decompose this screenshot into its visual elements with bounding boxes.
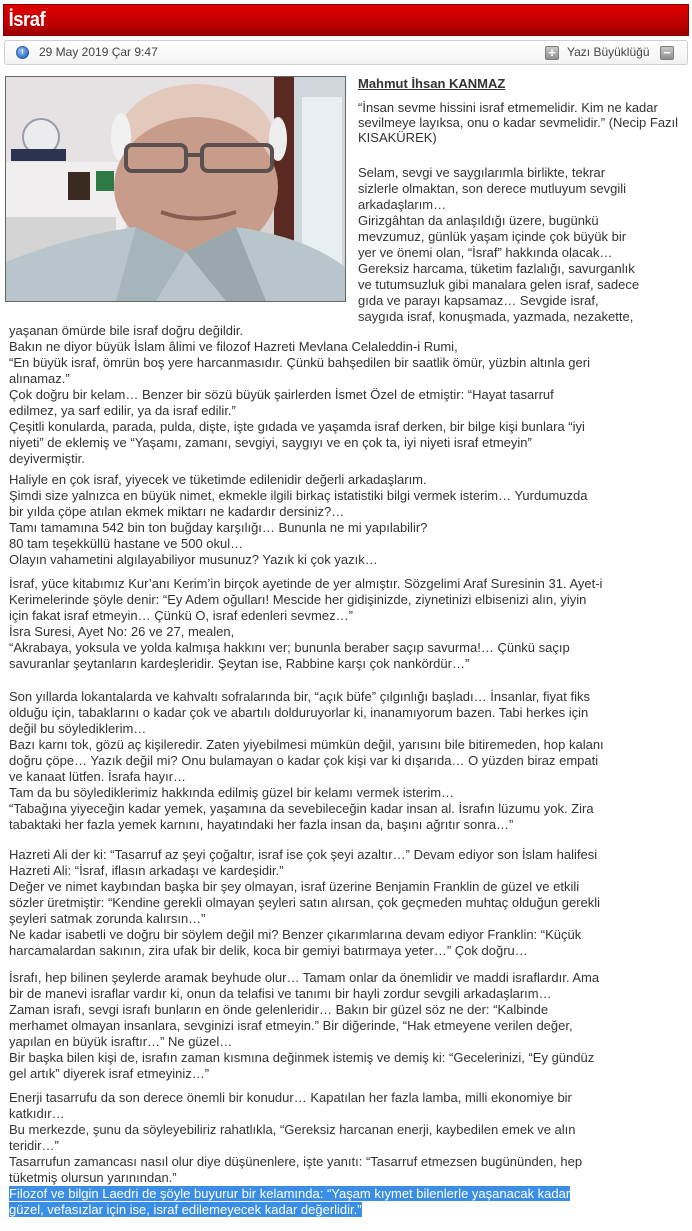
text-line: Bakın ne diyor büyük İslam âlimi ve filozof Hazreti Mevlana Celaleddin-i Rumi, xyxy=(9,339,458,354)
text-line: sözler üretmiştir: “Kendine gerekli olmayan şeyleri satın alırsan, çok geçmeden muhtaç olduğun gerekli xyxy=(9,895,601,910)
text-line: Olayın vahametini algılayabiliyor musunuz? Yazık ki çok yazık… xyxy=(9,552,378,567)
text-line: yaşanan ömürde bile israf doğru değildir. xyxy=(9,323,244,338)
text-line: Son yıllarda lokantalarda ve kahvaltı sofralarında bir, “açık büfe” çılgınlığı başladı… İnsanlar, fiyat fiks xyxy=(9,689,590,704)
text-line: İsrafı, hep bilinen şeylerde aramak beyhude olur… Tamam onlar da önemlidir ve maddi israflardır. Ama xyxy=(9,970,600,985)
text-line: savuranlar şeytanların kardeşleridir. Şeytan ise, Rabbine karşı çok nankördür…” xyxy=(9,656,470,671)
text-line: için fakat israf etmeyin… Çünkü O, israf edenleri sevmez…” xyxy=(9,608,353,623)
text-line: saygıda israf, konuşmada, yazmada, nezakette, xyxy=(358,309,634,324)
text-line: Enerji tasarrufu da son derece önemli bir konudur… Kapatılan her fazla lamba, milli ekonomiye bir xyxy=(9,1090,572,1105)
text-line: Hazreti Ali der ki: “Tasarruf az şeyi çoğaltır, israf ise çok şeyi azaltır…” Devam ediyor son İslam halifesi xyxy=(9,847,598,862)
text-line: Şimdi size yalnızca en büyük nimet, ekmekle ilgili birkaç istatistiki bilgi vermek isterim… Yurdumuzda xyxy=(9,488,588,503)
text-line: sizlerle olmaktan, son derece mutluyum sevgili xyxy=(358,181,627,196)
selected-text: güzel, vefasızlar için ise, israf edilemeyecek kadar değerlidir.” xyxy=(9,1202,362,1217)
text-line: Tam da bu söylediklerimiz hakkında edilmiş güzel bir kelamı vermek isterim… xyxy=(9,785,455,800)
text-line: gel artık” diyerek israf etmeyiniz…” xyxy=(9,1066,210,1081)
text-line: Çok doğru bir kelam… Benzer bir sözü büyük şairlerden İsmet Özel de etmiştir: “Hayat tasarruf xyxy=(9,387,554,402)
text-line: merhamet olmayan insanlara, sevginizi israf etmeyin.” Bir diğerinde, “Hak etmeyene verilen değer, xyxy=(9,1018,573,1033)
text-line: doğru çöpe… Yazık değil mi? Onu bulamayan o kadar çok kişi var ki dışarıda… O yüzden biraz empati xyxy=(9,753,599,768)
text-line: Bazı karnı tok, gözü aç kişileredir. Zaten yiyebilmesi mümkün değil, yarısını bile bitiremeden, hop kalanı xyxy=(9,737,604,752)
increase-font-size-button[interactable] xyxy=(545,46,559,60)
publish-date: 29 May 2019 Çar 9:47 xyxy=(39,45,158,59)
text-line: Değer ve nimet kaybından başka bir şey olmayan, israf üzerine Benjamin Franklin de güzel ve etkili xyxy=(9,879,580,894)
author-portrait-image xyxy=(6,77,345,301)
text-line: İsraf, yüce kitabımız Kur’anı Kerim’in birçok ayetinde de yer almıştır. Sözgelimi Araf Suresinin 31. Ayet-i xyxy=(9,576,603,591)
text-line: alınamaz.” xyxy=(9,371,70,386)
selected-text: Filozof ve bilgin Laedri de şöyle buyurur bir kelamında: “Yaşam kıymet bilenlerle yaşanacak kadar xyxy=(9,1186,571,1201)
text-line: “Akrabaya, yoksula ve yolda kalmışa hakkını ver; bununla beraber saçıp savurma!… Çünkü saçıp xyxy=(9,640,570,655)
text-line: tüketmiş olursun yarınından.” xyxy=(9,1170,177,1185)
text-line: olduğu için, tabaklarını o kadar çok ve abartılı dolduruyorlar ki, inanamıyorum bazen. Tabi herkes için xyxy=(9,705,589,720)
text-line: Hazreti Ali: “İsraf, iflasın arkadaşı ve kardeşidir.” xyxy=(9,863,284,878)
plus-icon: + xyxy=(548,45,556,60)
text-line: Gereksiz harcama, tüketim fazlalığı, savurganlık xyxy=(358,261,635,276)
text-line: “En büyük israf, ömrün boş yere harcanmasıdır. Çünkü bahşedilen bir saatlik ömür, yüzbin altınla geri xyxy=(9,355,590,370)
text-line xyxy=(9,1202,362,1217)
text-line: yer ve önemi olan, “İsraf” hakkında olacak… xyxy=(358,245,613,260)
decrease-font-size-button[interactable] xyxy=(660,46,674,60)
font-size-label: Yazı Büyüklüğü xyxy=(567,45,650,59)
page-title: İsraf xyxy=(8,9,46,31)
text-line: katkıdır… xyxy=(9,1106,65,1121)
text-line: deyivermiştir. xyxy=(9,451,85,466)
text-line: niyeti” de eklemiş ve “Yaşamı, zamanı, sevgiyi, saygıyı ve en çok ta, iyi niyeti israf etmeyin” xyxy=(9,435,532,450)
title-bar xyxy=(3,4,689,36)
text-line: bir de manevi israflar vardır ki, onun da telafisi ve tanımı bir hayli zordur sevgili arkadaşlarım… xyxy=(9,986,552,1001)
text-line: yapılan en büyük israftır…” Ne güzel… xyxy=(9,1034,233,1049)
text-line: mevzumuz, günlük yaşam içinde çok büyük bir xyxy=(358,229,627,244)
text-line: Tasarrufun zamancası nasıl olur diye düşünenlere, işte yanıtı: “Tasarruf etmezsen bugününden, hep xyxy=(9,1154,583,1169)
text-line: ve tutumsuzluk gibi manalara gelen israf, sadece xyxy=(358,277,640,292)
text-line: Bir başka bilen kişi de, israfın zaman kısmına değinmek istemiş ve demiş ki: “Gecelerinizi, “Ey gündüz xyxy=(9,1050,595,1065)
text-line: teridir…” xyxy=(9,1138,59,1153)
text-line: Haliyle en çok israf, yiyecek ve tüketimde edilenidir değerli arkadaşlarım. xyxy=(9,472,427,487)
text-line: Zaman israfı, sevgi israfı bunların en önde gelenleridir… Bakın bir güzel söz ne der: “Kalbinde xyxy=(9,1002,549,1017)
text-line: “Tabağına yiyeceğin kadar yemek, yaşamına da sevebileceğin kadar insan al. İsrafın lüzumu yok. Zira xyxy=(9,801,594,816)
text-line: arkadaşlarım… xyxy=(358,197,447,212)
text-line: tabaktaki her fazla yemek karnını, hayatındaki her fazla insan da, başını ağrıtır sonra…” xyxy=(9,817,514,832)
author-name[interactable]: Mahmut İhsan KANMAZ xyxy=(358,76,506,91)
text-line: Kerimelerinde şöyle denir: “Ey Adem oğulları! Mescide her gidişinizde, ziynetinizi elbisenizi alın, yiyin xyxy=(9,592,587,607)
text-line: şeyleri satmak zorunda kalırsın…” xyxy=(9,911,206,926)
text-line: bir yılda çöpe atılan ekmek miktarı ne kadardır dersiniz?… xyxy=(9,504,345,519)
text-line: gıda ve parayı kapsamaz… Sevgide israf, xyxy=(358,293,599,308)
text-line xyxy=(9,1186,570,1201)
text-line: Selam, sevgi ve saygılarımla birlikte, tekrar xyxy=(358,165,606,180)
text-line: değil bu söylediklerim… xyxy=(9,721,147,736)
author-photo xyxy=(5,76,346,302)
text-line: harcamalardan sakının, zira ufak bir delik, koca bir gemiyi batırmaya yeter…” Çok doğru… xyxy=(9,943,528,958)
text-line: ve kanaat lütfen. İsrafa hayır… xyxy=(9,769,187,784)
clock-icon xyxy=(16,46,29,59)
text-line: Ne kadar isabetli ve doğru bir söylem değil mi? Benzer çıkarımlarına devam ediyor Franklin: “Küçük xyxy=(9,927,582,942)
text-line: Girizgâhtan da anlaşıldığı üzere, bugünkü xyxy=(358,213,599,228)
text-line: edilmez, ya sarf edilir, ya da israf edilir.” xyxy=(9,403,236,418)
text-line: Çeşitli konularda, parada, pulda, dişte, işte gıdada ve yaşamda israf derken, bir bilge kişi bunlara “iyi xyxy=(9,419,585,434)
text-line: 80 tam teşekküllü hastane ve 500 okul… xyxy=(9,536,244,551)
text-line: İsra Suresi, Ayet No: 26 ve 27, mealen, xyxy=(9,624,235,639)
intro-quote: “İnsan sevme hissini israf etmemelidir. Kim ne kadar sevilmeye layıksa, onu o kadar sevmelidir.” (Necip Fazıl KISAKÜREK) xyxy=(358,100,679,145)
info-bar xyxy=(4,40,688,65)
text-line: Tamı tamamına 542 bin ton buğday karşılığı… Bununla ne mi yapılabilir? xyxy=(9,520,428,535)
minus-icon: − xyxy=(663,45,671,60)
text-line: Bu merkezde, şunu da söyleyebiliriz rahatlıkla, “Gereksiz harcanan enerji, kaybedilen emek ve alın xyxy=(9,1122,576,1137)
